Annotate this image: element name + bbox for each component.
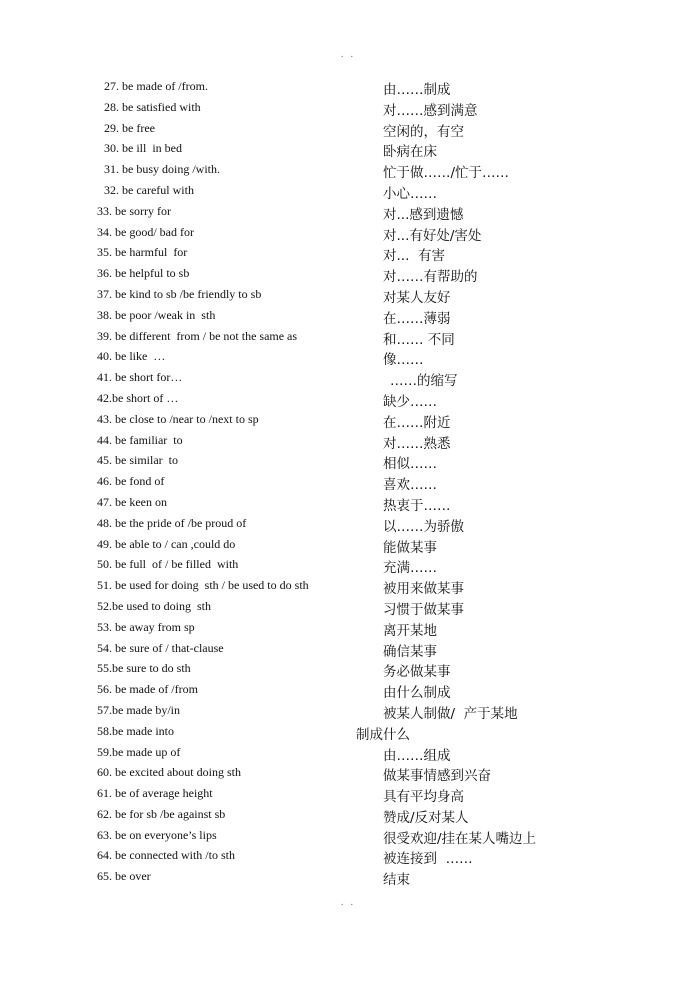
header-marks: . . bbox=[340, 50, 356, 60]
chinese-meaning: ……的缩写 bbox=[390, 373, 458, 390]
english-phrase: 42.be short of … bbox=[97, 390, 179, 405]
english-phrase: 28. be satisfied with bbox=[104, 99, 201, 114]
english-phrase: 34. be good/ bad for bbox=[97, 224, 194, 239]
phrase-row bbox=[0, 409, 696, 430]
english-phrase: 47. be keen on bbox=[97, 494, 167, 509]
english-phrase: 48. be the pride of /be proud of bbox=[97, 515, 247, 530]
english-phrase: 43. be close to /near to /next to sp bbox=[97, 411, 259, 426]
phrase-list bbox=[0, 76, 696, 887]
phrase-row bbox=[0, 326, 696, 347]
english-phrase: 27. be made of /from. bbox=[104, 79, 208, 93]
chinese-meaning: 像…… bbox=[383, 352, 424, 369]
english-phrase: 41. be short for… bbox=[97, 370, 183, 385]
phrase-row bbox=[0, 658, 696, 679]
chinese-meaning: 充满…… bbox=[383, 560, 437, 577]
phrase-row bbox=[0, 575, 696, 596]
chinese-meaning: 对某人友好 bbox=[383, 289, 451, 306]
phrase-row bbox=[0, 201, 696, 222]
chinese-meaning: 喜欢…… bbox=[383, 477, 437, 494]
phrase-row bbox=[0, 305, 696, 326]
chinese-meaning: 空闲的，有空 bbox=[383, 123, 464, 140]
english-phrase: 54. be sure of / that-clause bbox=[97, 640, 224, 655]
phrase-row bbox=[0, 367, 696, 388]
chinese-meaning: 赞成/反对某人 bbox=[383, 809, 469, 826]
phrase-row bbox=[0, 825, 696, 846]
chinese-meaning: 能做某事 bbox=[383, 539, 437, 556]
phrase-row bbox=[0, 513, 696, 534]
chinese-meaning: 和…… 不同 bbox=[383, 331, 455, 348]
english-phrase: 57.be made by/in bbox=[97, 702, 180, 717]
english-phrase: 45. be similar to bbox=[97, 453, 178, 468]
phrase-row bbox=[0, 222, 696, 243]
chinese-meaning: 被某人制做/ 产于某地 bbox=[383, 705, 518, 722]
chinese-meaning: 小心…… bbox=[383, 185, 437, 202]
phrase-row bbox=[0, 492, 696, 513]
chinese-meaning: 缺少…… bbox=[383, 393, 437, 410]
chinese-meaning: 热衷于…… bbox=[383, 497, 451, 514]
english-phrase: 64. be connected with /to sth bbox=[97, 848, 235, 863]
english-phrase: 53. be away from sp bbox=[97, 619, 195, 634]
chinese-meaning: 被用来做某事 bbox=[383, 581, 464, 598]
phrase-row bbox=[0, 242, 696, 263]
phrase-row bbox=[0, 430, 696, 451]
phrase-row bbox=[0, 284, 696, 305]
phrase-row bbox=[0, 804, 696, 825]
english-phrase: 39. be different from / be not the same as bbox=[97, 328, 298, 343]
english-phrase: 32. be careful with bbox=[104, 182, 194, 197]
english-phrase: 50. be full of / be filled with bbox=[97, 557, 239, 572]
chinese-meaning: 相似…… bbox=[383, 456, 437, 473]
english-phrase: 31. be busy doing /with. bbox=[104, 162, 220, 177]
phrase-row bbox=[0, 762, 696, 783]
english-phrase: 40. be like … bbox=[97, 349, 166, 364]
phrase-row bbox=[0, 783, 696, 804]
chinese-meaning: 对……有帮助的 bbox=[383, 269, 478, 286]
phrase-row bbox=[0, 596, 696, 617]
chinese-meaning: 忙于做……/忙于…… bbox=[383, 165, 510, 182]
english-phrase: 61. be of average height bbox=[97, 786, 213, 801]
english-phrase: 36. be helpful to sb bbox=[97, 266, 190, 281]
phrase-row bbox=[0, 159, 696, 180]
phrase-row bbox=[0, 450, 696, 471]
phrase-row bbox=[0, 118, 696, 139]
english-phrase: 58.be made into bbox=[97, 723, 174, 738]
english-phrase: 59.be made up of bbox=[97, 744, 181, 759]
chinese-meaning: 离开某地 bbox=[383, 622, 437, 639]
phrase-row bbox=[0, 97, 696, 118]
chinese-meaning: 制成什么 bbox=[356, 726, 410, 743]
chinese-meaning: 具有平均身高 bbox=[383, 789, 464, 806]
chinese-meaning: 在……薄弱 bbox=[383, 310, 451, 327]
english-phrase: 35. be harmful for bbox=[97, 245, 188, 260]
chinese-meaning: 对... 有害 bbox=[383, 248, 445, 265]
phrase-row bbox=[0, 700, 696, 721]
english-phrase: 30. be ill in bed bbox=[104, 141, 182, 156]
phrase-row bbox=[0, 471, 696, 492]
chinese-meaning: 对……感到满意 bbox=[383, 102, 478, 119]
phrase-row bbox=[0, 638, 696, 659]
phrase-row bbox=[0, 617, 696, 638]
english-phrase: 46. be fond of bbox=[97, 474, 165, 489]
chinese-meaning: 对...感到遗憾 bbox=[383, 206, 464, 223]
chinese-meaning: 卧病在床 bbox=[383, 144, 437, 161]
footer-marks: . . bbox=[340, 898, 356, 908]
english-phrase: 37. be kind to sb /be friendly to sb bbox=[97, 286, 262, 301]
phrase-row bbox=[0, 388, 696, 409]
chinese-meaning: 做某事情感到兴奋 bbox=[383, 768, 491, 785]
phrase-row bbox=[0, 554, 696, 575]
english-phrase: 55.be sure to do sth bbox=[97, 661, 191, 676]
phrase-row bbox=[0, 845, 696, 866]
chinese-meaning: 被连接到 …… bbox=[383, 851, 473, 868]
phrase-row bbox=[0, 742, 696, 763]
english-phrase: 49. be able to / can ,could do bbox=[97, 536, 236, 551]
phrase-row bbox=[0, 679, 696, 700]
english-phrase: 38. be poor /weak in sth bbox=[97, 307, 216, 322]
phrase-row bbox=[0, 721, 696, 742]
phrase-row bbox=[0, 346, 696, 367]
english-phrase: 62. be for sb /be against sb bbox=[97, 806, 226, 821]
english-phrase: 51. be used for doing sth / be used to do sth bbox=[97, 578, 309, 593]
chinese-meaning: 习惯于做某事 bbox=[383, 601, 464, 618]
phrase-row bbox=[0, 180, 696, 201]
chinese-meaning: 由……组成 bbox=[383, 747, 451, 764]
chinese-meaning: 以……为骄傲 bbox=[383, 518, 464, 535]
chinese-meaning: 很受欢迎/挂在某人嘴边上 bbox=[383, 830, 537, 847]
english-phrase: 56. be made of /from bbox=[97, 682, 198, 697]
english-phrase: 63. be on everyone’s lips bbox=[97, 827, 217, 842]
chinese-meaning: 结束 bbox=[383, 872, 410, 889]
phrase-row bbox=[0, 534, 696, 555]
english-phrase: 52.be used to doing sth bbox=[97, 598, 211, 613]
chinese-meaning: 务必做某事 bbox=[383, 664, 451, 681]
english-phrase: 65. be over bbox=[97, 869, 151, 884]
english-phrase: 33. be sorry for bbox=[97, 203, 171, 218]
phrase-row bbox=[0, 263, 696, 284]
english-phrase: 29. be free bbox=[104, 120, 155, 135]
chinese-meaning: 确信某事 bbox=[383, 643, 437, 660]
english-phrase: 60. be excited about doing sth bbox=[97, 765, 241, 780]
chinese-meaning: 由……制成 bbox=[383, 82, 451, 98]
english-phrase: 44. be familiar to bbox=[97, 432, 183, 447]
phrase-row bbox=[0, 76, 696, 97]
phrase-row bbox=[0, 138, 696, 159]
chinese-meaning: 对……熟悉 bbox=[383, 435, 451, 452]
chinese-meaning: 在……附近 bbox=[383, 414, 451, 431]
chinese-meaning: 由什么制成 bbox=[383, 685, 451, 702]
phrase-row bbox=[0, 866, 696, 887]
chinese-meaning: 对...有好处/害处 bbox=[383, 227, 482, 244]
